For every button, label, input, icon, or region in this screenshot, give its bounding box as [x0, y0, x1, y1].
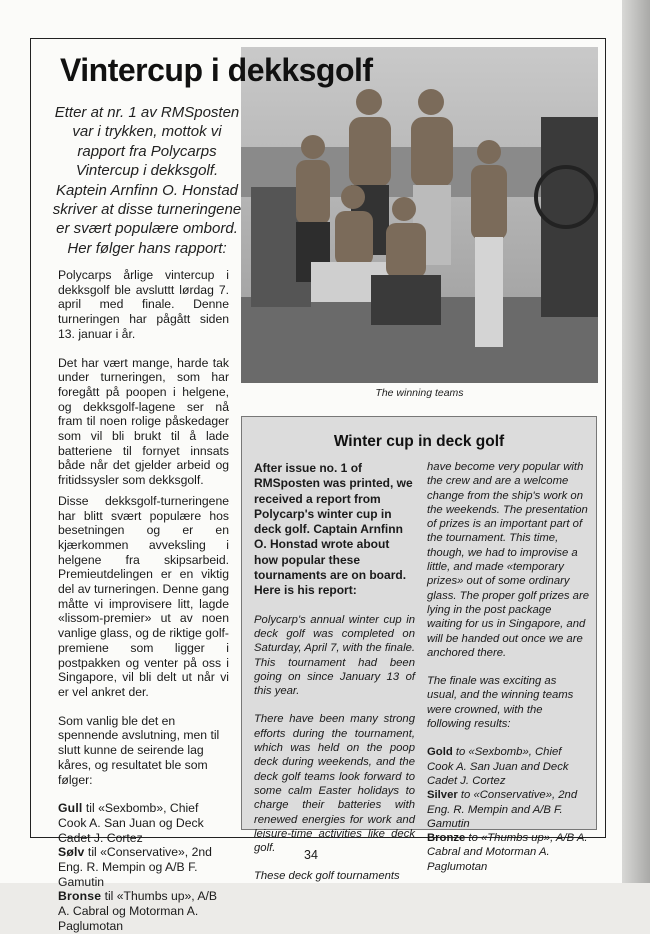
page-edge-shadow	[622, 0, 650, 883]
box-result-bronze: Bronze to «Thumbs up», A/B A. Cabral and Motorman A. Paglumotan	[427, 832, 588, 873]
result-gold: Gull til «Sexbomb», Chief Cook A. San Juan og Deck Cadet J. Cortez	[58, 801, 204, 845]
body-paragraph: Polycarps årlige vintercup i dekksgolf ble avsluttt lørdag 7. april med finale. Denne turneringen har pågått siden 13. januar i år.	[58, 268, 229, 341]
box-paragraph: The finale was exciting as usual, and the winning teams were crowned, with the following results:	[427, 675, 574, 731]
box-paragraph: These deck golf tournaments	[254, 870, 400, 883]
result-bronze: Bronse til «Thumbs up», A/B A. Cabral og Motorman A. Paglumotan	[58, 889, 218, 933]
photo-caption: The winning teams	[375, 387, 464, 399]
box-left-column	[254, 461, 415, 884]
photo-illustration	[241, 47, 598, 383]
body-paragraph: Det har vært mange, harde tak under turneringen, som har foregått på poopen i helgene, og dekksgolf-lagene ser nå fram til noen rolige påskedager som vil bli brukt til å lade batteriene til fornyet innsats både når det gjelder arbeid og fritidssysler som dekksgolf.	[58, 355, 229, 488]
article-intro: Etter at nr. 1 av RMSposten var i trykken, mottok vi rapport fra Polycarps Vintercup i dekksgolf. Kaptein Arnfinn O. Honstad skriver at disse turneringene er svært populære ombord. Her følger hans rapport:	[52, 104, 242, 257]
article-body	[58, 268, 229, 934]
box-paragraph: have become very popular with the crew and are a welcome change from the ship's work on the weekends. The presentation of prizes is an important part of the tournament. This time, though, we had to improvise a little, and made «temporary prizes» out of some ordinary glass. The proper golf prizes are lying in the post package waiting for us in Singapore, and will be handed out once we are anchored there.	[427, 461, 590, 659]
box-paragraph: There have been many strong efforts during the tournament, which was held on the poop deck during weekends, and the deck golf teams look forward to some calm Easter holidays to charge their batteries with renewed energies for work and leisure-time activities like deck golf.	[254, 713, 415, 855]
body-paragraph: Som vanlig ble det en spennende avslutning, men til slutt kunne de seirende lag kåres, og resultatet ble som følger:	[58, 713, 220, 787]
box-result-silver: Silver to «Conservative», 2nd Eng. R. Mempin and A/B F. Gamutin	[427, 789, 578, 830]
article-title: Vintercup i dekksgolf	[60, 52, 373, 88]
box-lead: After issue no. 1 of RMSposten was printed, we received a report from Polycarp's winter cup in deck golf. Captain Arnfinn O. Honstad wrote about how popular these tournaments are on board. Here is his report:	[254, 461, 413, 598]
box-title: Winter cup in deck golf	[333, 433, 505, 450]
results-list	[58, 801, 229, 933]
body-paragraph: Disse dekksgolf-turneringene har blitt svært populære hos besetningen og er en kjærkommen avveksling i helgene fra skipsarbeid. Premieutdelingen er en viktig del av turneringen. Denne gang måtte vi improvisere litt, lagde «lissom-premier» ut av noen vanlige glass, og de riktige golf-premiene som ligger i postpakken og venter på oss i Singapore, vil bli delt ut når vi er vel ankret der.	[58, 493, 229, 699]
box-right-column	[427, 460, 589, 874]
box-result-gold: Gold to «Sexbomb», Chief Cook A. San Juan and Deck Cadet J. Cortez	[427, 746, 569, 787]
box-paragraph: Polycarp's annual winter cup in deck golf was completed on Saturday, April 7, with the finale. This tournament had been going on since January 13 of this year.	[254, 613, 415, 698]
winning-teams-photo	[241, 47, 598, 383]
result-silver: Sølv til «Conservative», 2nd Eng. R. Mempin og A/B F. Gamutin	[58, 845, 212, 889]
page-number: 34	[304, 848, 318, 862]
